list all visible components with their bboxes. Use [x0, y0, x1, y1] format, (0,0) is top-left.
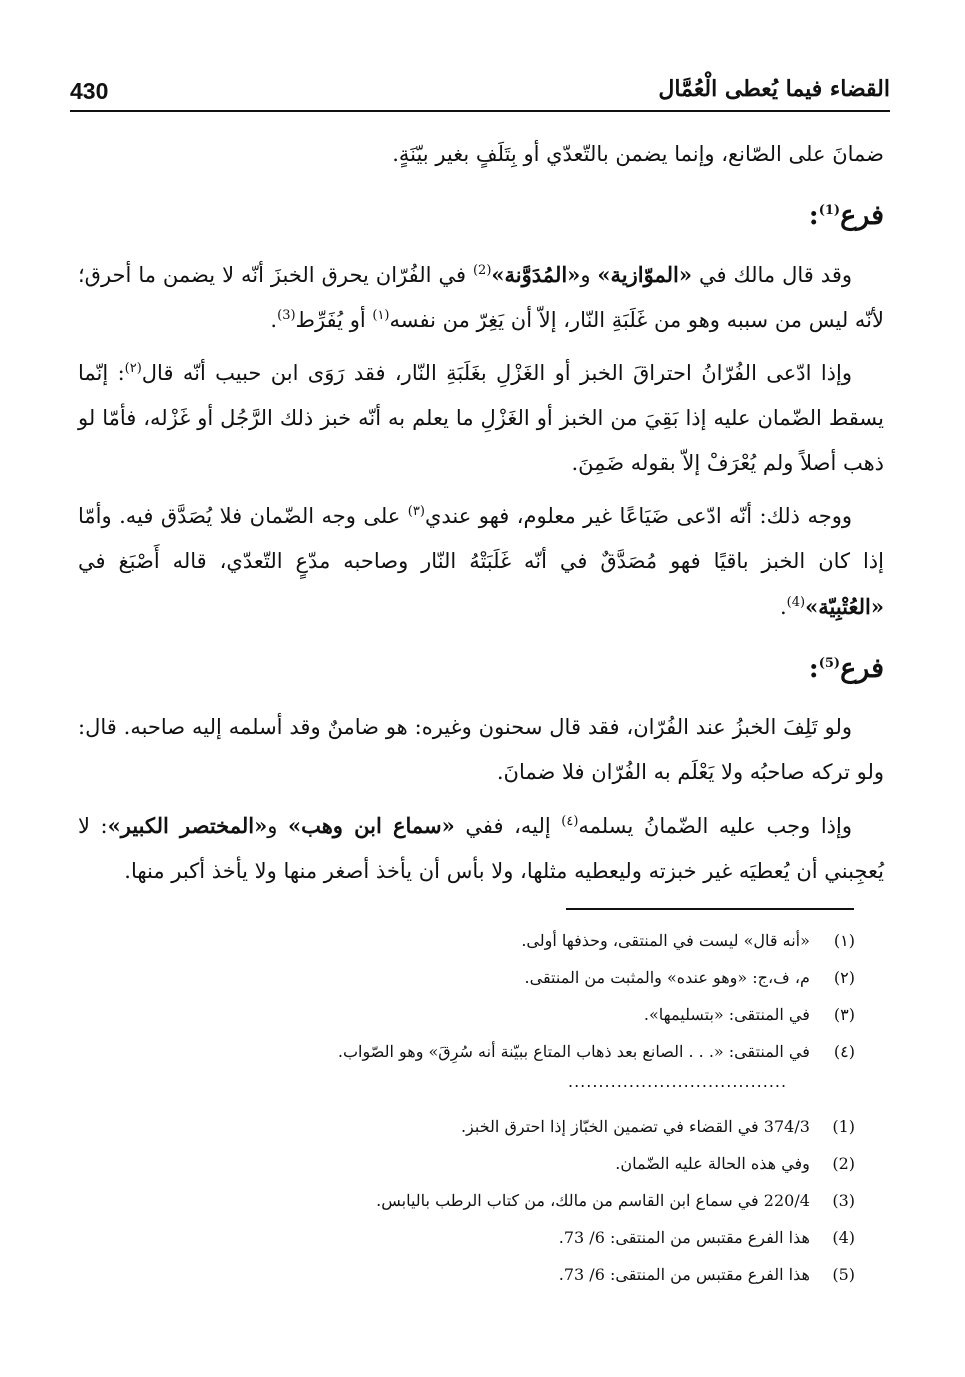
footnote-text: في المنتقى: «. . . الصانع بعد ذهاب المتاع ببيّنة أنه سُرِقَ» وهو الصّواب.	[337, 1042, 810, 1061]
footnote-mark: (٣)	[407, 504, 425, 519]
section-heading-far-1	[78, 193, 884, 238]
footnote-item	[85, 1033, 855, 1070]
running-title: القضاء فيما يُعطى الْعُمَّال	[658, 76, 890, 102]
page-number: 430	[70, 78, 109, 104]
manuscript-footnotes	[85, 922, 855, 1070]
text-run: : لا يُعجِبني أن يُعطيَه غير خبزته وليعطيه مثلها، ولا بأس أن يأخذ أصغر منها ولا يأخذ أكبر منها.	[78, 814, 884, 883]
footnote-item	[85, 922, 855, 959]
footnote-item	[85, 1145, 855, 1182]
text-run: و	[580, 263, 598, 287]
footnote-mark: (5)	[818, 656, 841, 671]
footnote-text: «أنه قال» ليست في المنتقى، وحذفها أولى.	[521, 931, 810, 950]
footnote-item	[85, 1219, 855, 1256]
footnote-mark: (2)	[472, 263, 492, 278]
text-run: و	[267, 814, 288, 838]
text-run: وقد قال مالك في	[691, 263, 852, 287]
paragraph-3	[78, 494, 884, 630]
book-title: «سماع ابن وهب»	[287, 813, 455, 838]
footnote-number: (5)	[832, 1265, 855, 1284]
footnote-item	[85, 1182, 855, 1219]
footnote-number: (٣)	[833, 1005, 855, 1024]
footnote-number: (١)	[833, 931, 855, 950]
footnote-text: 220/4 في سماع ابن القاسم من مالك، من كتاب الرطب باليابس.	[376, 1191, 810, 1210]
footnote-separator-dots: ....................................	[568, 1072, 788, 1091]
paragraph-4: ولو تَلِفَ الخبزُ عند الفُرّان، فقد قال سحنون وغيره: هو ضامنٌ وقد أسلمه إليه صاحبه. قال: ولو تركه صاحبُه ولا يَعْلَم به الفُرّان فلا ضمانَ.	[78, 715, 884, 784]
footnote-mark: (3)	[277, 308, 296, 323]
footnote-number: (4)	[832, 1228, 855, 1247]
header-rule	[70, 110, 890, 112]
footnote-item	[85, 959, 855, 996]
section-heading-far-2	[78, 646, 884, 691]
paragraph-1	[78, 252, 884, 343]
footnote-number: (٤)	[833, 1042, 855, 1061]
text-run: إليه، ففي	[454, 814, 562, 838]
footnote-mark: (١)	[372, 308, 390, 323]
footnote-text: في المنتقى: «بتسليمها».	[643, 1005, 810, 1024]
heading-colon: :	[808, 653, 819, 684]
footnote-number: (1)	[832, 1117, 855, 1136]
footnote-item	[85, 1256, 855, 1293]
text-run: وإذا ادّعى الفُرّانُ احتراقَ الخبز أو الغَزْلِ بغَلَبَةِ النّار، فقد رَوَى ابن حبيب أنّه قال	[141, 361, 853, 385]
text-run: في الفُرّان يحرق الخبزَ أنّه لا يضمن ما أحرق؛ لأنّه ليس من سببه وهو من غَلَبَةِ النّار، إلاّ أن يَغِرّ من نفسه	[78, 263, 884, 332]
footnote-mark: (1)	[818, 203, 841, 218]
footnote-number: (٢)	[833, 968, 855, 987]
footnote-text: م، ف،ج: «وهو عنده» والمثبت من المنتقى.	[524, 968, 810, 987]
text-run: .	[270, 308, 278, 332]
heading-label: فرع	[840, 653, 884, 684]
footnote-mark: (٤)	[561, 814, 579, 829]
footnote-text: وفي هذه الحالة عليه الضّمان.	[615, 1154, 810, 1173]
book-title: «المُدَوَّنة»	[491, 262, 581, 287]
footnote-mark: (٢)	[124, 361, 142, 376]
footnote-text: 374/3 في القضاء في تضمين الخبّاز إذا احترق الخبز.	[460, 1117, 810, 1136]
footnote-item	[85, 996, 855, 1033]
book-title: «العُتْبِيّة»	[805, 594, 884, 619]
text-run: وإذا وجب عليه الضّمانُ يسلمه	[578, 814, 852, 838]
paragraph-continuation: ضمانَ على الصّانع، وإنما يضمن بالتّعدّي أو بِتَلَفٍ بغير بيّنَةٍ.	[392, 142, 884, 166]
book-title: «المختصر الكبير»	[107, 813, 268, 838]
text-run: .	[779, 595, 787, 619]
footnote-rule	[566, 908, 854, 910]
footnote-text: هذا الفرع مقتبس من المنتقى: 6/ 73.	[558, 1265, 810, 1284]
paragraph-2	[78, 351, 884, 486]
heading-colon: :	[808, 200, 819, 231]
book-title: «الموّازية»	[597, 262, 692, 287]
text-run: ووجه ذلك: أنّه ادّعى ضَيَاعًا غير معلوم، فهو عندي	[424, 504, 852, 528]
main-text	[78, 132, 884, 902]
paragraph-5	[78, 803, 884, 894]
text-run: أو يُفَرِّط	[295, 308, 373, 332]
heading-label: فرع	[840, 200, 884, 231]
text-run: : إنّما يسقط الضّمان عليه إذا بَقِيَ من الخبز أو الغَزْلِ ما يعلم به أنّه خبز ذلك الرَّجُل أو غَزْله، فأمّا لو ذهب أصلاً ولم يُعْرَفْ إلاّ بقوله ضَمِنَ.	[78, 361, 884, 475]
footnote-item	[85, 1108, 855, 1145]
footnote-number: (2)	[832, 1154, 855, 1173]
footnote-mark: (4)	[786, 595, 806, 610]
footnote-text: هذا الفرع مقتبس من المنتقى: 6/ 73.	[558, 1228, 810, 1247]
page-header	[70, 72, 890, 112]
footnote-number: (3)	[832, 1191, 855, 1210]
source-footnotes	[85, 1108, 855, 1293]
text-run: على وجه الضّمان فلا يُصَدَّق فيه. وأمّا إذا كان الخبز باقيًا فهو مُصَدَّقٌ في أنّه غَلَبَتْهُ النّار وصاحبه مدّعٍ التّعدّي، قاله أَصْبَغ في	[78, 504, 884, 573]
